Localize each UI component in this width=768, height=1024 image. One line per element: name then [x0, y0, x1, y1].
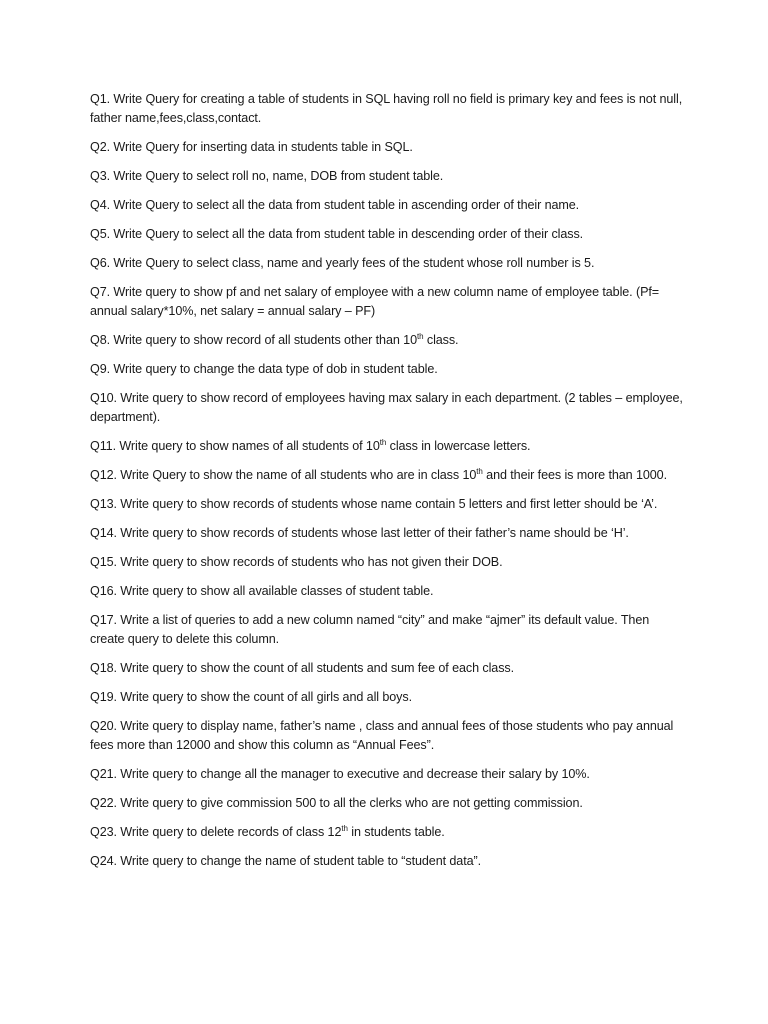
- question-text: Q1. Write Query for creating a table of students in SQL having roll no field is primary key and fees is not null, father name,fees,class,contact.: [90, 92, 683, 125]
- question-item: [90, 794, 686, 813]
- question-item: [90, 360, 686, 379]
- question-item: [90, 389, 686, 427]
- question-item: [90, 437, 686, 456]
- question-text: class.: [423, 333, 459, 347]
- question-item: [90, 283, 686, 321]
- question-item: [90, 524, 686, 543]
- question-item: [90, 167, 686, 186]
- question-item: [90, 823, 686, 842]
- question-item: [90, 138, 686, 157]
- question-text: Q6. Write Query to select class, name and yearly fees of the student whose roll number is 5.: [90, 256, 595, 270]
- question-item: [90, 688, 686, 707]
- question-item: [90, 254, 686, 273]
- question-text: Q12. Write Query to show the name of all students who are in class 10: [90, 468, 477, 482]
- question-text: Q7. Write query to show pf and net salary of employee with a new column name of employee table. (Pf= annual salary*10%, net salary = annual salary – PF): [90, 285, 660, 318]
- question-text: class in lowercase letters.: [386, 439, 531, 453]
- ordinal-suffix: th: [379, 437, 387, 447]
- question-text: Q8. Write query to show record of all students other than 10: [90, 333, 417, 347]
- question-text: Q16. Write query to show all available classes of student table.: [90, 584, 434, 598]
- question-item: [90, 495, 686, 514]
- question-text: Q20. Write query to display name, father’s name , class and annual fees of those students who pay annual fees more than 12000 and show this column as “Annual Fees”.: [90, 719, 674, 752]
- question-text: Q24. Write query to change the name of student table to “student data”.: [90, 854, 482, 868]
- question-text: Q3. Write Query to select roll no, name, DOB from student table.: [90, 169, 444, 183]
- question-item: [90, 717, 686, 755]
- question-text: Q18. Write query to show the count of all students and sum fee of each class.: [90, 661, 514, 675]
- question-item: [90, 659, 686, 678]
- ordinal-suffix: th: [476, 466, 483, 476]
- question-text: Q9. Write query to change the data type of dob in student table.: [90, 362, 438, 376]
- question-item: [90, 765, 686, 784]
- question-item: [90, 611, 686, 649]
- question-text: Q11. Write query to show names of all students of 10: [90, 439, 380, 453]
- ordinal-suffix: th: [341, 823, 348, 833]
- question-item: [90, 196, 686, 215]
- question-text: in students table.: [347, 825, 445, 839]
- question-text: Q17. Write a list of queries to add a new column named “city” and make “ajmer” its default value. Then create query to delete this column.: [90, 613, 650, 646]
- question-text: Q2. Write Query for inserting data in students table in SQL.: [90, 140, 413, 154]
- question-text: Q23. Write query to delete records of class 12: [90, 825, 342, 839]
- question-text: and their fees is more than 1000.: [482, 468, 667, 482]
- question-text: Q10. Write query to show record of employees having max salary in each department. (2 tables – employee, department).: [90, 391, 683, 424]
- question-item: [90, 90, 686, 128]
- question-text: Q13. Write query to show records of students whose name contain 5 letters and first letter should be ‘A’.: [90, 497, 658, 511]
- ordinal-suffix: th: [416, 331, 424, 341]
- question-list: [90, 90, 686, 881]
- question-text: Q4. Write Query to select all the data from student table in ascending order of their name.: [90, 198, 580, 212]
- question-text: Q21. Write query to change all the manager to executive and decrease their salary by 10%.: [90, 767, 590, 781]
- question-text: Q19. Write query to show the count of all girls and all boys.: [90, 690, 412, 704]
- question-item: [90, 331, 686, 350]
- question-item: [90, 225, 686, 244]
- question-text: Q14. Write query to show records of students whose last letter of their father’s name should be ‘H’.: [90, 526, 629, 540]
- question-text: Q15. Write query to show records of students who has not given their DOB.: [90, 555, 503, 569]
- question-item: [90, 466, 686, 485]
- question-text: Q5. Write Query to select all the data from student table in descending order of their class.: [90, 227, 584, 241]
- question-item: [90, 582, 686, 601]
- question-text: Q22. Write query to give commission 500 to all the clerks who are not getting commission.: [90, 796, 583, 810]
- question-item: [90, 852, 686, 871]
- question-item: [90, 553, 686, 572]
